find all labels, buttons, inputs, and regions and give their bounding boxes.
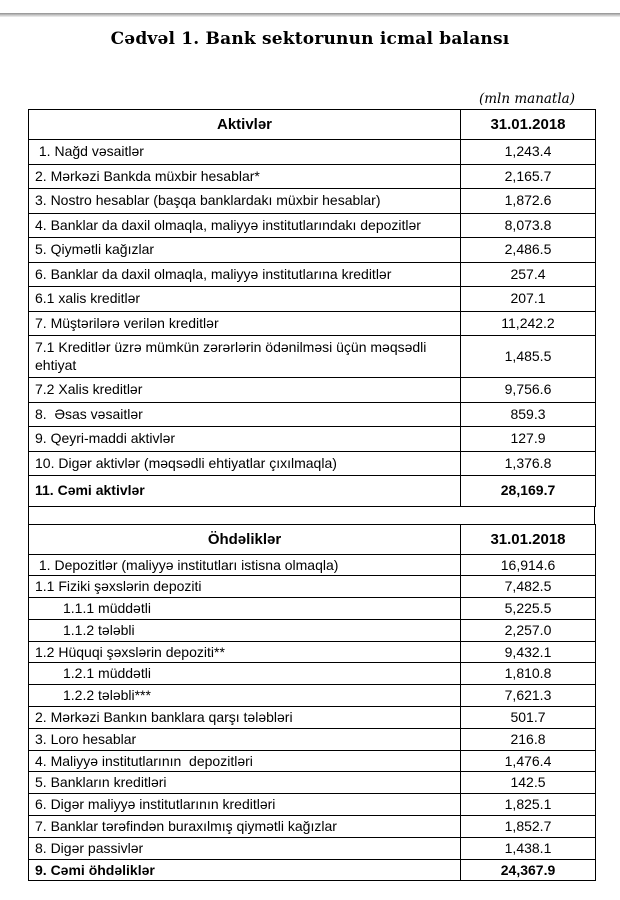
unit-note: (mln manatla) [478,91,575,107]
table-row [29,213,596,238]
row-label: 7.2 Xalis kreditlər [29,378,461,403]
assets-table [28,109,596,507]
row-label: 5. Qiymətli kağızlar [29,238,461,263]
table-row [29,707,596,729]
row-value: 24,367.9 [461,859,596,881]
row-label: 8. Digər passivlər [29,837,461,859]
page-title: Cədvəl 1. Bank sektorunun icmal balansı [110,29,510,49]
table-row [29,598,596,620]
assets-table-body [29,140,596,507]
table-row [29,378,596,403]
row-label: 7. Müştərilərə verilən kreditlər [29,311,461,336]
row-label: 8. Əsas vəsaitlər [29,402,461,427]
header-row [29,524,596,554]
row-value: 11,242.2 [461,311,596,336]
row-value: 9,756.6 [461,378,596,403]
row-value: 28,169.7 [461,476,596,507]
table-row [29,685,596,707]
row-label: 3. Nostro hesablar (başqa banklardakı müxbir hesablar) [29,189,461,214]
table-row [29,427,596,452]
row-label: 4. Maliyyə institutlarının depozitləri [29,750,461,772]
table-row [29,816,596,838]
row-label: 2. Mərkəzi Bankda müxbir hesablar* [29,164,461,189]
table-row [29,772,596,794]
row-label: 9. Cəmi öhdəliklər [29,859,461,881]
liabilities-table [28,524,596,882]
row-value: 1,825.1 [461,794,596,816]
assets-header-label: Aktivlər [29,110,461,140]
row-value: 1,243.4 [461,140,596,165]
row-label: 11. Cəmi aktivlər [29,476,461,507]
liabilities-header-label: Öhdəliklər [29,524,461,554]
table-row [29,402,596,427]
table-row [29,859,596,881]
row-label: 6. Banklar da daxil olmaqla, maliyyə institutlarına kreditlər [29,262,461,287]
row-value: 16,914.6 [461,554,596,576]
table-row [29,262,596,287]
row-label: 1. Depozitlər (maliyyə institutları istisna olmaqla) [29,554,461,576]
row-value: 142.5 [461,772,596,794]
table-row [29,311,596,336]
row-label: 1.1.2 tələbli [29,619,461,641]
row-value: 8,073.8 [461,213,596,238]
row-value: 257.4 [461,262,596,287]
row-value: 7,621.3 [461,685,596,707]
row-value: 1,476.4 [461,750,596,772]
row-label: 7. Banklar tərəfindən buraxılmış qiymətli kağızlar [29,816,461,838]
table-gap-spacer [28,507,595,524]
table-row [29,164,596,189]
table-row [29,663,596,685]
row-value: 9,432.1 [461,641,596,663]
table-row [29,641,596,663]
table-row [29,837,596,859]
liabilities-table-body [29,554,596,881]
horizontal-rule [0,13,620,17]
row-label: 4. Banklar da daxil olmaqla, maliyyə institutlarındakı depozitlər [29,213,461,238]
liabilities-table-header [29,524,596,554]
row-value: 859.3 [461,402,596,427]
table-row [29,189,596,214]
row-value: 1,376.8 [461,451,596,476]
row-value: 2,257.0 [461,619,596,641]
row-label: 1.2.2 tələbli*** [29,685,461,707]
row-value: 1,810.8 [461,663,596,685]
table-row [29,794,596,816]
row-label: 3. Loro hesablar [29,728,461,750]
row-value: 501.7 [461,707,596,729]
assets-header-date: 31.01.2018 [461,110,596,140]
table-row [29,576,596,598]
row-value: 1,485.5 [461,336,596,378]
table-row [29,619,596,641]
row-value: 207.1 [461,287,596,312]
assets-table-header [29,110,596,140]
row-label: 1. Nağd vəsaitlər [29,140,461,165]
table-row [29,336,596,378]
liabilities-header-date: 31.01.2018 [461,524,596,554]
table-row [29,476,596,507]
row-value: 2,165.7 [461,164,596,189]
table-row [29,750,596,772]
table-row [29,451,596,476]
table-row [29,728,596,750]
row-label: 1.1 Fiziki şəxslərin depoziti [29,576,461,598]
table-row [29,140,596,165]
row-value: 2,486.5 [461,238,596,263]
header-row [29,110,596,140]
table-row [29,287,596,312]
row-label: 6.1 xalis kreditlər [29,287,461,312]
row-label: 9. Qeyri-maddi aktivlər [29,427,461,452]
row-label: 1.2.1 müddətli [29,663,461,685]
row-value: 7,482.5 [461,576,596,598]
row-label: 1.2 Hüquqi şəxslərin depoziti** [29,641,461,663]
row-value: 1,872.6 [461,189,596,214]
row-value: 127.9 [461,427,596,452]
row-value: 5,225.5 [461,598,596,620]
row-label: 5. Bankların kreditləri [29,772,461,794]
row-label: 7.1 Kreditlər üzrə mümkün zərərlərin ödənilməsi üçün məqsədli ehtiyat [29,336,461,378]
row-label: 1.1.1 müddətli [29,598,461,620]
table-row [29,554,596,576]
row-value: 216.8 [461,728,596,750]
row-label: 10. Digər aktivlər (məqsədli ehtiyatlar çıxılmaqla) [29,451,461,476]
row-label: 6. Digər maliyyə institutlarının kreditləri [29,794,461,816]
row-value: 1,438.1 [461,837,596,859]
row-value: 1,852.7 [461,816,596,838]
row-label: 2. Mərkəzi Bankın banklara qarşı tələbləri [29,707,461,729]
table-row [29,238,596,263]
